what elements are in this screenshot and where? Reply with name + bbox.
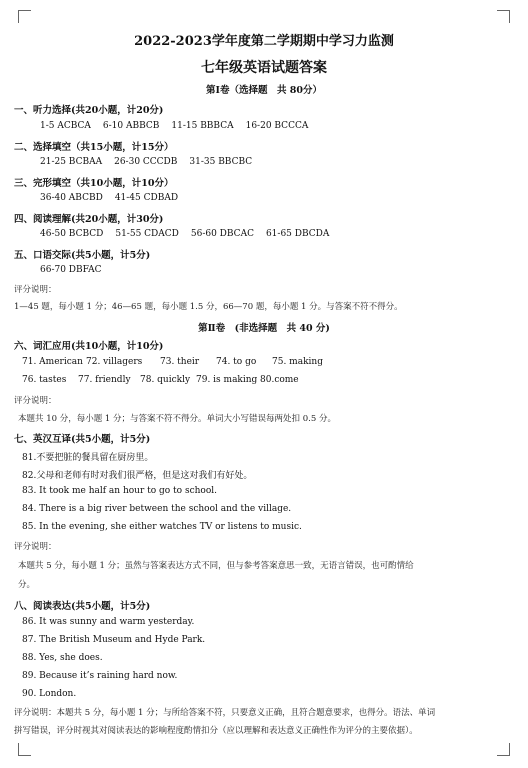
answer-group: 6-10 ABBCB <box>102 121 160 131</box>
scoring-note-text: 本题共 5 分，每小题 1 分；虽然与答案表达方式不同，但与参考答案意思一致，无语言错误，也可酌情给 <box>18 561 414 571</box>
answer-group: 36-40 ABCBD <box>40 193 103 203</box>
answer-group: 66-70 DBFAC <box>40 265 102 275</box>
section3-heading: 三、完形填空（共10小题，计10分） <box>14 178 174 189</box>
section1-heading: 一、听力选择(共20小题，计20分) <box>14 105 164 116</box>
section6-heading: 六、词汇应用(共10小题，计10分) <box>14 341 164 352</box>
section3-answers <box>40 193 190 203</box>
scoring-note-label: 评分说明： <box>14 285 57 295</box>
section5-answers <box>40 265 113 275</box>
translation-item: 81.不要把脏的餐具留在厨房里。 <box>22 453 154 463</box>
reading-answer: 89. Because it’s raining hard now. <box>22 671 178 681</box>
reading-answer: 90. London. <box>22 689 77 699</box>
answer-group: 31-35 BBCBC <box>189 157 253 167</box>
answer-group: 51-55 CDACD <box>115 229 179 239</box>
section4-answers <box>40 229 341 239</box>
vocab-answer: 80.come <box>260 375 299 385</box>
answer-group: 21-25 BCBAA <box>40 157 103 167</box>
reading-answer: 88. Yes, she does. <box>22 653 103 663</box>
crop-mark-top-left <box>18 10 31 23</box>
section8-heading: 八、阅读表达(共5小题，计5分) <box>14 601 151 612</box>
scoring-note-label: 评分说明： <box>14 542 57 552</box>
section6-row2 <box>22 375 299 385</box>
vocab-answer: 73. their <box>160 357 200 367</box>
document-subtitle: 七年级英语试题答案 <box>201 60 327 76</box>
part1-heading: 第Ⅰ卷（选择题 共 80分） <box>206 85 322 96</box>
document-title: 2022-2023学年度第二学期期中学习力监测 <box>134 34 394 49</box>
crop-mark-bottom-right <box>497 743 510 756</box>
answer-group: 26-30 CCCDB <box>114 157 178 167</box>
scoring-note-text: 评分说明：本题共 5 分，每小题 1 分；与所给答案不符，只要意义正确，且符合题意要求，也得分。语法、单词 <box>14 708 436 718</box>
vocab-answer: 77. friendly <box>78 375 131 385</box>
translation-item: 82.父母和老师有时对我们很严格，但是这对我们有好处。 <box>22 471 253 481</box>
vocab-answer: 79. is making <box>196 375 258 385</box>
scoring-note-text: 本题共 10 分，每小题 1 分；与答案不符不得分。单词大小写错误每两处扣 0.5 分。 <box>18 414 336 424</box>
scoring-note-text: 拼写错误，评分时视其对阅读表达的影响程度酌情扣分（应以理解和表达意义正确性作为评分的主要依据）。 <box>14 726 418 736</box>
answer-group: 41-45 CDBAD <box>114 193 179 203</box>
answer-group: 11-15 BBBCA <box>171 121 234 131</box>
crop-mark-top-right <box>497 10 510 23</box>
reading-answer: 86. It was sunny and warm yesterday. <box>22 617 195 627</box>
scoring-note-text: 1—45 题，每小题 1 分；46—65 题，每小题 1.5 分，66—70 题，每小题 1 分。与答案不符不得分。 <box>14 302 403 312</box>
reading-answer: 87. The British Museum and Hyde Park. <box>22 635 206 645</box>
vocab-answer: 78. quickly <box>140 375 191 385</box>
vocab-answer: 75. making <box>272 357 323 367</box>
answer-group: 56-60 DBCAC <box>190 229 254 239</box>
answer-group: 46-50 BCBCD <box>40 229 104 239</box>
section2-heading: 二、选择填空（共15小题，计15分） <box>14 142 174 153</box>
translation-item: 83. It took me half an hour to go to school. <box>22 486 217 496</box>
section6-row1 <box>22 357 323 367</box>
section2-answers <box>40 157 264 167</box>
scoring-note-label: 评分说明： <box>14 396 57 406</box>
part2-heading: 第Ⅱ卷 (非选择题 共 40 分) <box>198 323 330 334</box>
answer-group: 16-20 BCCCA <box>245 121 309 131</box>
vocab-answer: 71. American <box>22 357 83 367</box>
crop-mark-bottom-left <box>18 743 31 756</box>
answer-group: 1-5 ACBCA <box>40 121 91 131</box>
answer-group: 61-65 DBCDA <box>265 229 330 239</box>
vocab-answer: 72. villagers <box>86 357 143 367</box>
scoring-note-text: 分。 <box>18 580 36 590</box>
translation-item: 84. There is a big river between the school and the village. <box>22 504 292 514</box>
section1-answers <box>40 121 320 131</box>
translation-item: 85. In the evening, she either watches TV or listens to music. <box>22 522 302 532</box>
vocab-answer: 74. to go <box>216 357 257 367</box>
section7-heading: 七、英汉互译(共5小题，计5分) <box>14 434 151 445</box>
vocab-answer: 76. tastes <box>22 375 67 385</box>
section5-heading: 五、口语交际(共5小题，计5分) <box>14 250 151 261</box>
section4-heading: 四、阅读理解(共20小题，计30分) <box>14 214 164 225</box>
